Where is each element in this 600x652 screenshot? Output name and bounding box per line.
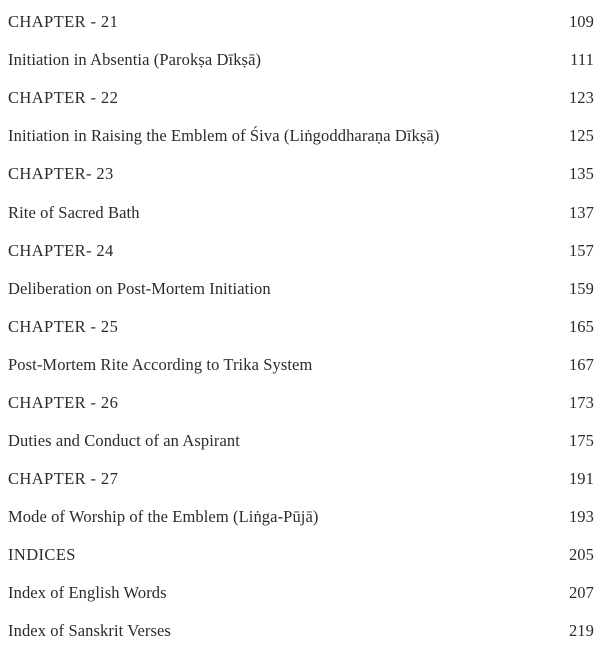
toc-entry-title: Post-Mortem Rite According to Trika System <box>8 355 313 374</box>
toc-entry-chapter-25 <box>8 313 594 341</box>
toc-entry-index-english-words <box>8 579 594 607</box>
toc-entry-page-number: 159 <box>568 279 594 298</box>
toc-entry-title: Duties and Conduct of an Aspirant <box>8 431 240 450</box>
toc-entry-chapter-27 <box>8 465 594 493</box>
toc-entry-title: Index of Sanskrit Verses <box>8 621 171 640</box>
toc-entry-raising-the-emblem <box>8 122 594 150</box>
toc-entry-page-number: 207 <box>568 583 594 602</box>
toc-entry-title: CHAPTER - 26 <box>8 393 119 412</box>
toc-entry-page-number: 125 <box>568 126 594 145</box>
toc-entry-title: CHAPTER- 24 <box>8 241 114 260</box>
toc-entry-title: CHAPTER - 21 <box>8 12 119 31</box>
toc-entry-page-number: 111 <box>570 50 594 69</box>
toc-entry-page-number: 193 <box>568 507 594 526</box>
toc-entry-chapter-26 <box>8 389 594 417</box>
toc-entry-post-mortem-initiation <box>8 275 594 303</box>
toc-entry-initiation-in-absentia <box>8 46 594 74</box>
toc-entry-title: Index of English Words <box>8 583 167 602</box>
toc-entry-title: CHAPTER - 22 <box>8 88 119 107</box>
toc-entry-title: Initiation in Raising the Emblem of Śiva (Liṅgoddharaṇa Dīkṣā) <box>8 126 440 145</box>
toc-entry-page-number: 109 <box>568 12 594 31</box>
toc-entry-page-number: 157 <box>568 241 594 260</box>
toc-entry-title: INDICES <box>8 545 76 564</box>
toc-entry-title: CHAPTER - 25 <box>8 317 119 336</box>
toc-entry-indices <box>8 541 594 569</box>
toc-entry-title: CHAPTER - 27 <box>8 469 119 488</box>
toc-entry-chapter-23 <box>8 160 594 188</box>
toc-entry-page-number: 219 <box>568 621 594 640</box>
toc-entry-title: Initiation in Absentia (Parokṣa Dīkṣā) <box>8 50 262 69</box>
toc-entry-title: Deliberation on Post-Mortem Initiation <box>8 279 271 298</box>
toc-entry-page-number: 191 <box>568 469 594 488</box>
toc-entry-chapter-21 <box>8 8 594 36</box>
toc-entry-duties-and-conduct <box>8 427 594 455</box>
toc-entry-chapter-24 <box>8 237 594 265</box>
toc-entry-page-number: 135 <box>568 164 594 183</box>
toc-entry-page-number: 123 <box>568 88 594 107</box>
toc-entry-title: Mode of Worship of the Emblem (Liṅga-Pūjā) <box>8 507 319 526</box>
toc-entry-page-number: 165 <box>568 317 594 336</box>
toc-entry-title: Rite of Sacred Bath <box>8 203 140 222</box>
toc-entry-index-sanskrit-verses <box>8 617 594 645</box>
toc-entry-page-number: 205 <box>568 545 594 564</box>
toc-entry-mode-of-worship <box>8 503 594 531</box>
toc-entry-page-number: 173 <box>568 393 594 412</box>
toc-entry-title: CHAPTER- 23 <box>8 164 114 183</box>
toc-entry-page-number: 167 <box>568 355 594 374</box>
toc-entry-page-number: 175 <box>568 431 594 450</box>
toc-entry-trika-system <box>8 351 594 379</box>
toc-entry-chapter-22 <box>8 84 594 112</box>
toc-entry-page-number: 137 <box>568 203 594 222</box>
toc-entry-rite-of-sacred-bath <box>8 199 594 227</box>
